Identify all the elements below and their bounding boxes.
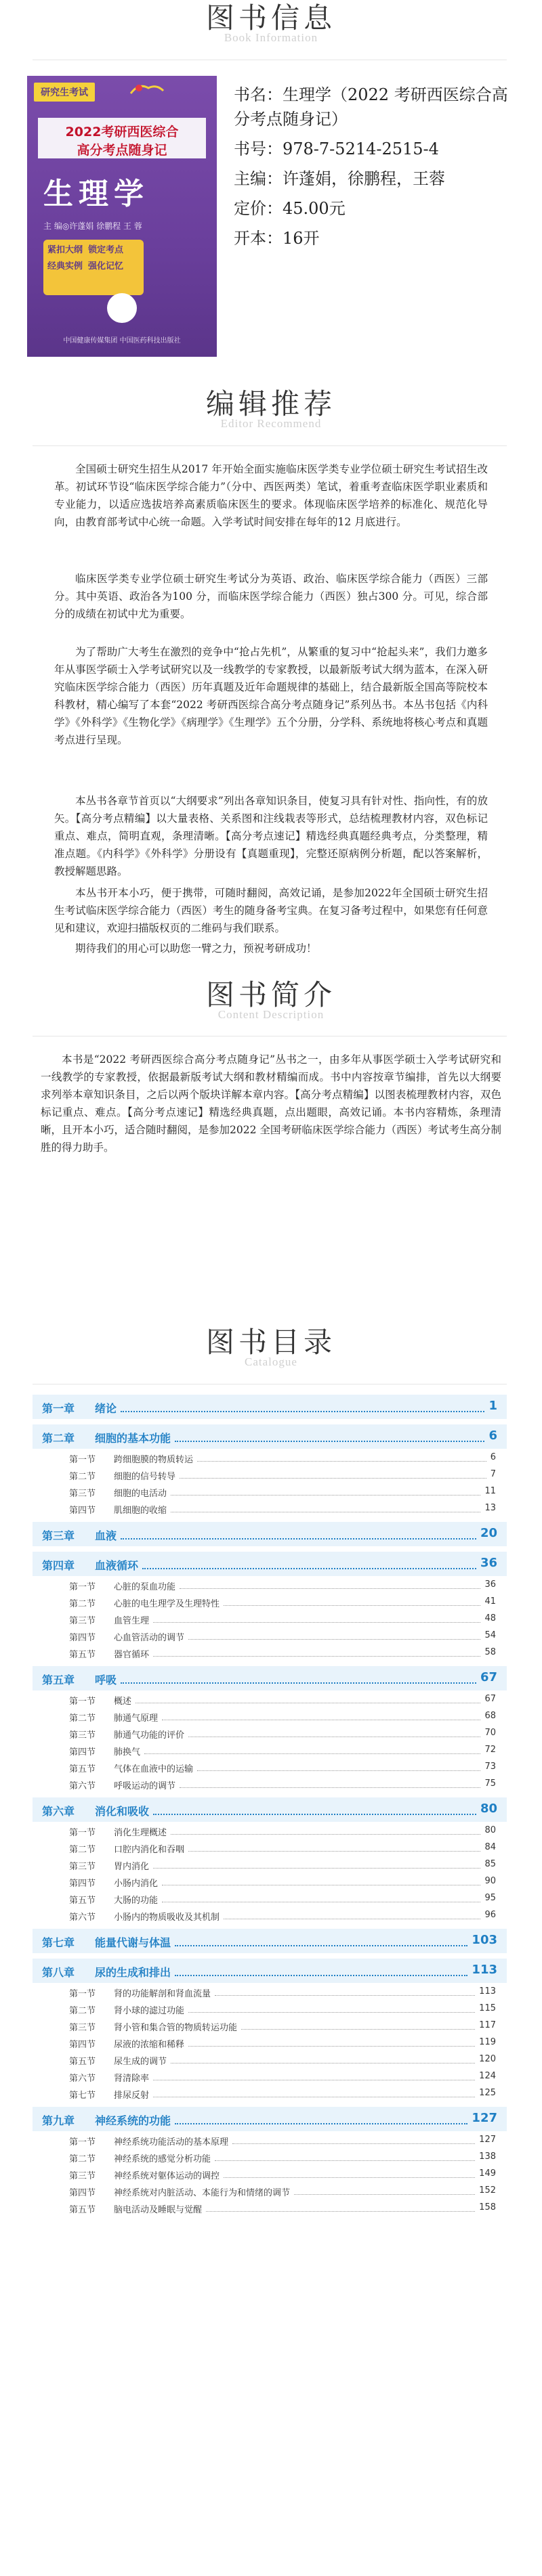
section-page: 75 [484,1778,496,1789]
section-title: 肾小球的滤过功能 [114,2006,185,2016]
section-title: 神经系统的感觉分析功能 [114,2154,211,2164]
dot-leader [180,1588,480,1589]
chapter-title: 血液循环 [95,1559,139,1572]
section-title: 跨细胞膜的物质转运 [114,1455,194,1465]
section-title: 编辑推荐 [205,387,336,420]
chapter-page: 127 [472,2111,497,2125]
section-number: 第四节 [69,2040,96,2050]
chapter-title: 神经系统的功能 [95,2114,171,2127]
toc-section-row[interactable] [33,2034,507,2051]
dot-leader [188,1639,480,1640]
toc-chapter-row[interactable] [33,1395,507,1419]
section-number: 第五节 [69,2205,96,2215]
toc-section-row[interactable] [33,1627,507,1644]
section-number: 第六节 [69,1781,96,1791]
section-number: 第二节 [69,1599,96,1609]
section-number: 第五节 [69,1896,96,1906]
section-number: 第四节 [69,1633,96,1643]
section-number: 第三节 [69,2171,96,2181]
section-page: 95 [484,1893,496,1903]
section-page: 67 [484,1694,496,1704]
dot-leader [121,1682,476,1684]
section-number: 第二节 [69,1472,96,1482]
cover-feature: 强化记忆 [88,261,124,271]
toc-section-row[interactable] [33,1483,507,1500]
recommend-paragraph: 全国硕士研究生招生从2017 年开始全面实施临床医学类专业学位硕士研究生考试招生改革。初试环节设“临床医学综合能力”（分中、西医两类）笔试，着重考查临床医学职业素质和专业能力，以适应选拔培养高素质临床医生的要求。体现临床医学培养的标准化、规范化导向，由教育部考试中心统一命题。入学考试时间安排在每年的12 月底进行。 [54,463,488,528]
section-page: 13 [484,1503,496,1513]
dot-leader [175,2123,467,2124]
toc-section-row[interactable] [33,1890,507,1906]
section-page: 113 [479,1986,496,1996]
section-title: 概述 [114,1697,132,1707]
section-page: 127 [479,2135,496,2145]
toc-section-row[interactable] [33,1724,507,1741]
section-title: 消化生理概述 [114,1828,167,1838]
toc-section-row[interactable] [33,1873,507,1890]
section-subtitle: Book Information [224,31,318,44]
chapter-title: 呼吸 [95,1674,117,1686]
section-number: 第一节 [69,1828,96,1838]
toc-section-row[interactable] [33,2148,507,2165]
chapter-title: 消化和吸收 [95,1805,150,1818]
dot-leader [294,2194,475,2195]
book-cover [27,76,217,357]
chapter-number: 第八章 [42,1966,75,1979]
chapter-number: 第一章 [42,1402,75,1415]
section-number: 第二节 [69,1713,96,1724]
dot-leader [144,1753,480,1754]
section-title: 神经系统功能活动的基本原理 [114,2137,229,2147]
section-number: 第一节 [69,1989,96,1999]
section-title: 心脏的泵血功能 [114,1582,176,1592]
section-page: 138 [479,2152,496,2162]
section-page: 68 [484,1711,496,1721]
recommend-paragraph: 本丛书各章节首页以“大纲要求”列出各章知识条目，使复习具有针对性、指向性，有的放矢。【高分考点精编】以大量表格、关系图和注线栽表等形式，总结梳理教材内容，双色标记重点、难点，简明直观，条理清晰。【高分考点速记】精选经典真题经典考点，分类整理，精准点题。《内科学》《外科学》分册设有【真题重现】，完整还原病例分析题，配以答案解析，教授解题思路。 [54,795,488,877]
toc-chapter-row[interactable] [33,1522,507,1546]
section-description [0,978,542,1022]
chapter-page: 1 [488,1399,497,1413]
brand-logo-icon [125,81,166,99]
toc-section-row[interactable] [33,1839,507,1856]
toc-section-row[interactable] [33,1741,507,1758]
dot-leader [224,1605,480,1606]
chapter-number: 第三章 [42,1529,75,1542]
dot-leader [175,1441,484,1442]
dot-leader [171,2063,475,2064]
dot-leader [121,1411,484,1412]
section-page: 149 [479,2168,496,2179]
cover-feature: 经典实例 [47,261,83,271]
cover-series-tag: 研究生考试 [34,83,95,102]
recommend-paragraph: 为了帮助广大考生在激烈的竞争中“抢占先机”，从繁重的复习中“抢起头来”，我们力邀多年从事医学硕士入学考试研究以及一线教学的专家教授，以最新版考试大纲为蓝本，在深入研究临床医学综合能力（西医）历年真题及近年命题规律的基础上，结合最新版全国高等院校本科教材，精心编写了本套“2022 考研西医综合高分考点随身记”系列丛书。本丛书包括《内科学》《外科学》《生物化学》《病理学》《生理学》五个分册，分学科、系统地将核心考点和真题考点进行呈现。 [54,646,488,746]
section-page: 96 [484,1910,496,1920]
section-number: 第五节 [69,1650,96,1660]
dot-leader [241,2029,475,2030]
section-title: 心脏的电生理学及生理特性 [114,1599,220,1609]
toc-section-row[interactable] [33,1576,507,1593]
section-subtitle: Content Description [217,1008,325,1021]
chapter-title: 尿的生成和排出 [95,1966,171,1979]
toc-section-row[interactable] [33,1644,507,1661]
section-title: 尿生成的调节 [114,2057,167,2067]
cover-feature: 紧扣大纲 [47,245,83,255]
table-of-contents [33,1389,507,2216]
section-toc [0,1326,542,1369]
section-number: 第一节 [69,2137,96,2147]
section-title: 细胞的信号转导 [114,1472,176,1482]
chapter-title: 绪论 [95,1402,117,1415]
dot-leader [206,2211,475,2212]
dot-leader [153,1622,480,1623]
section-title: 口腔内消化和吞咽 [114,1845,185,1855]
section-title: 肺通气功能的评价 [114,1730,185,1741]
section-number: 第二节 [69,1845,96,1855]
section-title: 肾清除率 [114,2074,150,2084]
toc-section-row[interactable] [33,1610,507,1627]
chapter-page: 80 [480,1802,497,1816]
section-number: 第七节 [69,2091,96,2101]
chapter-number: 第六章 [42,1805,75,1818]
toc-section-row[interactable] [33,2051,507,2068]
dot-leader [180,1478,486,1479]
cover-title-line2: 高分考点随身记 [77,143,167,158]
toc-section-row[interactable] [33,2131,507,2148]
section-title: 脑电活动及睡眠与觉醒 [114,2205,203,2215]
section-page: 80 [484,1825,496,1835]
toc-section-row[interactable] [33,2182,507,2199]
cover-authors: 主 编◎许蓬娟 徐鹏程 王 蓉 [43,221,142,231]
section-page: 6 [490,1452,496,1462]
dot-leader [175,1945,467,1946]
section-page: 120 [479,2054,496,2064]
publisher-logo-icon [107,293,137,323]
section-page: 11 [484,1486,496,1496]
dot-leader [232,2143,475,2144]
section-title: 器官循环 [114,1650,150,1660]
book-info-fields [234,83,518,256]
section-title: 呼吸运动的调节 [114,1781,176,1791]
description-paragraph: 本书是“2022 考研西医综合高分考点随身记”丛书之一，由多年从事医学硕士入学考试研究和一线教学的专家教授，依据最新版考试大纲和教材精编而成。书中内容按章节编排，首先以大纲要求列举本章知识条目，之后以两个版块详解本章内容。【高分考点精编】以图表梳理教材内容，双色标记重点、难点。【高分考点速记】精选经典真题，点出题眼，高效记诵。本书内容精炼，条理清晰，且开本小巧，适合随时翻阅，是参加2022 全国考研临床医学综合能力（西医）考试考生高分制胜的得力助手。 [41,1053,501,1154]
chapter-page: 67 [480,1670,497,1684]
dot-leader [180,1787,480,1788]
chapter-page: 36 [480,1556,497,1570]
isbn-field: 书号：978-7-5214-2515-4 [234,139,439,158]
section-title: 图书目录 [205,1326,336,1359]
section-page: 70 [484,1728,496,1738]
cover-features [43,240,144,295]
dot-leader [142,1568,476,1569]
section-page: 125 [479,2088,496,2098]
toc-section-row[interactable] [33,1983,507,2000]
divider [33,445,507,446]
toc-chapter-row[interactable] [33,1797,507,1822]
section-page: 7 [490,1469,496,1479]
section-number: 第四节 [69,2188,96,2198]
chapter-title: 细胞的基本功能 [95,1432,171,1445]
recommend-paragraph: 期待我们的用心可以助您一臂之力，预祝考研成功！ [75,942,317,955]
toc-section-row[interactable] [33,2084,507,2101]
toc-section-row[interactable] [33,1822,507,1839]
section-page: 117 [479,2020,496,2030]
section-page: 85 [484,1859,496,1869]
section-title: 胃内消化 [114,1862,150,1872]
section-title: 大肠的功能 [114,1896,159,1906]
dot-leader [197,1770,480,1771]
section-number: 第四节 [69,1506,96,1516]
chapter-page: 6 [488,1428,497,1443]
dot-leader [188,1851,480,1852]
section-page: 152 [479,2185,496,2196]
toc-section-row[interactable] [33,1758,507,1775]
toc-section-row[interactable] [33,2199,507,2216]
section-number: 第五节 [69,2057,96,2067]
section-number: 第六节 [69,1913,96,1923]
chapter-page: 113 [472,1963,497,1977]
toc-chapter-row[interactable] [33,1424,507,1449]
section-page: 90 [484,1876,496,1886]
toc-section-row[interactable] [33,2165,507,2182]
section-title: 排尿反射 [114,2091,150,2101]
section-page: 72 [484,1745,496,1755]
chapter-number: 第七章 [42,1936,75,1949]
toc-section-row[interactable] [33,2068,507,2084]
chapter-page: 20 [480,1526,497,1540]
section-number: 第二节 [69,2006,96,2016]
section-title: 气体在血液中的运输 [114,1764,194,1774]
section-title: 肾的功能解剖和肾血流量 [114,1989,211,1999]
section-number: 第一节 [69,1697,96,1707]
dot-leader [153,1656,480,1657]
section-page: 73 [484,1762,496,1772]
toc-section-row[interactable] [33,1856,507,1873]
chapter-number: 第四章 [42,1559,75,1572]
section-title: 尿液的浓缩和稀释 [114,2040,185,2050]
section-title: 细胞的电活动 [114,1489,167,1499]
format-field: 开本：16开 [234,229,320,248]
section-title: 图书信息 [205,1,336,35]
section-book-info [0,1,542,45]
toc-section-row[interactable] [33,1707,507,1724]
section-page: 48 [484,1613,496,1623]
section-title: 神经系统对躯体运动的调控 [114,2171,220,2181]
section-number: 第一节 [69,1455,96,1465]
section-number: 第三节 [69,1616,96,1626]
section-title: 肺换气 [114,1747,141,1758]
section-title: 神经系统对内脏活动、本能行为和情绪的调节 [114,2188,291,2198]
price-field: 定价：45.00元 [234,199,346,218]
cover-title-line1: 2022考研西医综合 [65,125,179,139]
section-title: 肾小管和集合管的物质转运功能 [114,2023,238,2033]
toc-section-row[interactable] [33,1906,507,1923]
section-page: 54 [484,1630,496,1640]
section-number: 第六节 [69,2074,96,2084]
section-page: 115 [479,2003,496,2013]
cover-publisher: 中国健康传媒集团 中国医药科技出版社 [63,337,181,345]
section-title: 肺通气原理 [114,1713,159,1724]
chapter-number: 第五章 [42,1674,75,1686]
section-editor-recommend [0,387,542,431]
dot-leader [215,2160,475,2161]
chapter-number: 第九章 [42,2114,75,2127]
section-number: 第四节 [69,1879,96,1889]
section-page: 41 [484,1596,496,1607]
chapter-number: 第二章 [42,1432,75,1445]
section-number: 第三节 [69,1730,96,1741]
dot-leader [121,1538,476,1540]
recommend-paragraph: 本丛书开本小巧，便于携带，可随时翻阅，高效记诵，是参加2022年全国硕士研究生招生考试临床医学综合能力（西医）考生的随身备考宝典。在复习备考过程中，如果您有任何意见和建议，欢迎扫描版权页的二维码与我们联系。 [54,887,488,934]
section-title: 小肠内的物质吸收及其机制 [114,1913,220,1923]
section-number: 第五节 [69,1764,96,1774]
toc-chapter-row[interactable] [33,1959,507,1983]
toc-chapter-row[interactable] [33,2107,507,2131]
section-title: 图书简介 [205,978,336,1011]
section-title: 肌细胞的收缩 [114,1506,167,1516]
chapter-title: 血液 [95,1529,117,1542]
book-title-field: 书名：生理学（2022 考研西医综合高分考点随身记） [234,85,508,129]
dot-leader [224,2177,475,2178]
section-number: 第三节 [69,1489,96,1499]
toc-section-row[interactable] [33,1593,507,1610]
toc-section-row[interactable] [33,2017,507,2034]
toc-section-row[interactable] [33,1775,507,1792]
dot-leader [153,1868,480,1869]
cover-subject: 生理学 [43,177,149,211]
section-page: 36 [484,1579,496,1590]
chapter-page: 103 [472,1933,497,1947]
section-number: 第四节 [69,1747,96,1758]
dot-leader [171,1834,480,1835]
section-page: 124 [479,2071,496,2081]
dot-leader [215,1995,475,1996]
section-page: 158 [479,2202,496,2212]
section-number: 第三节 [69,2023,96,2033]
dot-leader [153,1814,476,1815]
section-title: 小肠内消化 [114,1879,159,1889]
cover-feature: 锁定考点 [88,245,124,255]
dot-leader [188,2012,475,2013]
toc-section-row[interactable] [33,1500,507,1516]
dot-leader [197,1461,486,1462]
section-number: 第三节 [69,1862,96,1872]
toc-section-row[interactable] [33,2000,507,2017]
dot-leader [175,1975,467,1976]
toc-chapter-row[interactable] [33,1552,507,1576]
section-page: 84 [484,1842,496,1852]
toc-section-row[interactable] [33,1449,507,1466]
toc-section-row[interactable] [33,1690,507,1707]
toc-section-row[interactable] [33,1466,507,1483]
section-subtitle: Editor Recommend [220,417,322,430]
dot-leader [171,1495,480,1496]
section-title: 血管生理 [114,1616,150,1626]
toc-chapter-row[interactable] [33,1666,507,1690]
section-number: 第一节 [69,1582,96,1592]
toc-chapter-row[interactable] [33,1929,507,1953]
section-page: 119 [479,2037,496,2047]
section-subtitle: Catalogue [245,1355,297,1368]
recommend-paragraph: 临床医学类专业学位硕士研究生考试分为英语、政治、临床医学综合能力（西医）三部分。其中英语、政治各为100 分，而临床医学综合能力（西医）独占300 分。可见，综合部分的成绩在初试中尤为重要。 [54,573,488,620]
section-page: 58 [484,1647,496,1657]
chapter-title: 能量代谢与体温 [95,1936,171,1949]
cover-title-band [38,118,206,158]
section-title: 心血管活动的调节 [114,1633,185,1643]
section-number: 第二节 [69,2154,96,2164]
dot-leader [188,2046,475,2047]
editor-field: 主编：许蓬娟，徐鹏程，王蓉 [234,169,445,188]
